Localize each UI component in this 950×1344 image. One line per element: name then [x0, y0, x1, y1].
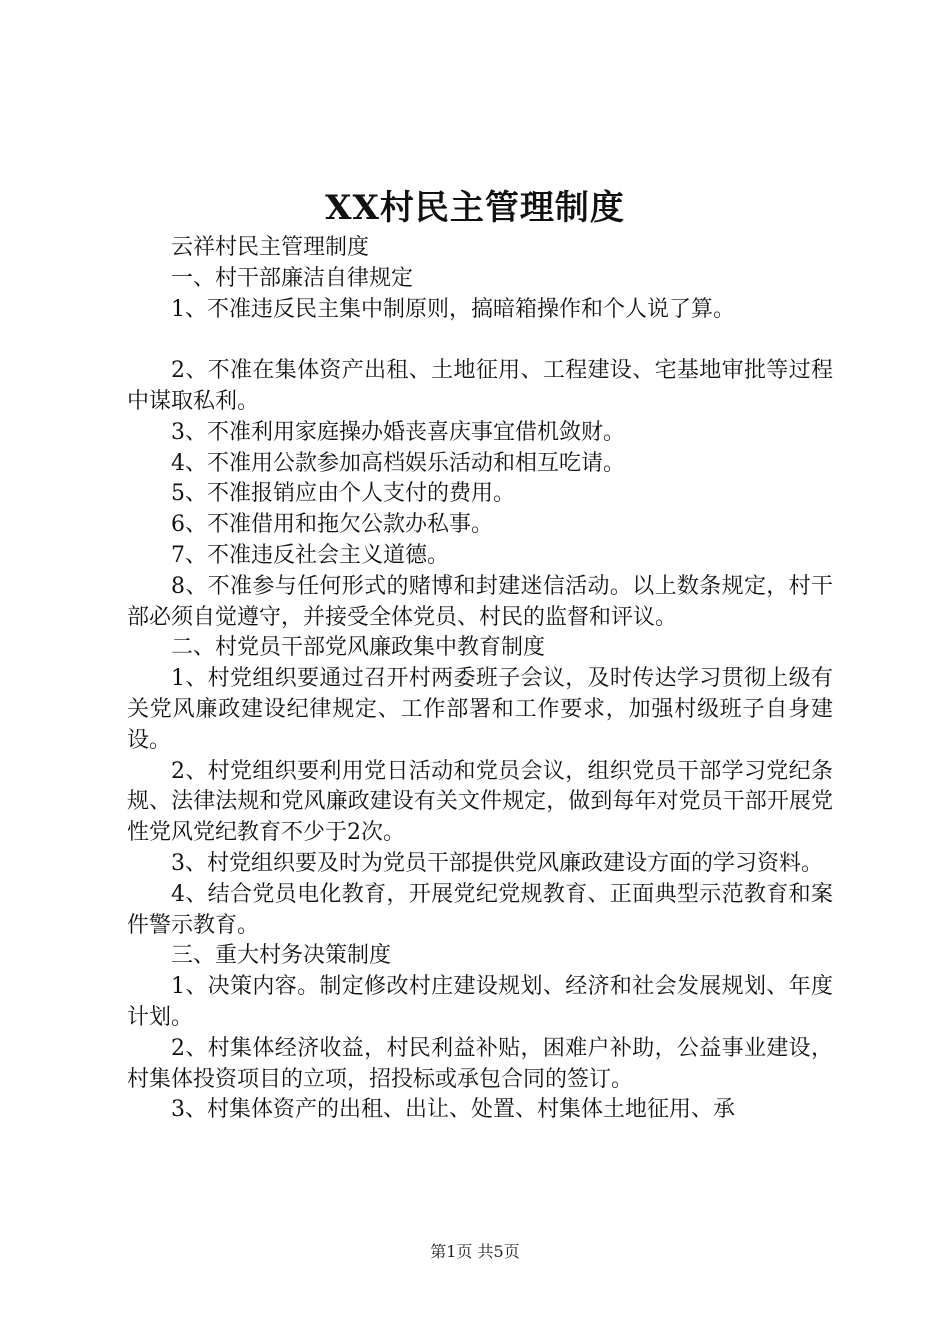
document-body: [127, 233, 833, 1126]
paragraph: 6、不准借用和拖欠公款办私事。: [171, 512, 493, 538]
paragraph: 8、不准参与任何形式的赌博和封建迷信活动。以上数条规定，村干部必须自觉遵守，并接受全体党员、村民的监督和评议。: [127, 573, 833, 630]
paragraph-subtitle: 云祥村民主管理制度: [171, 235, 370, 260]
section-heading-3: 三、重大村务决策制度: [171, 943, 392, 969]
paragraph: 3、村集体资产的出租、出让、处置、村集体土地征用、承: [171, 1097, 735, 1123]
paragraph: 2、村集体经济收益，村民利益补贴，困难户补助，公益事业建设，村集体投资项目的立项，招投标或承包合同的签订。: [127, 1035, 833, 1092]
paragraph: 1、不准违反民主集中制原则，搞暗箱操作和个人说了算。: [171, 296, 735, 322]
section-heading-1: 一、村干部廉洁自律规定: [171, 265, 414, 291]
paragraph: 3、村党组织要及时为党员干部提供党风廉政建设方面的学习资料。: [171, 850, 823, 876]
paragraph: 4、结合党员电化教育，开展党纪党规教育、正面典型示范教育和案件警示教育。: [127, 881, 833, 938]
paragraph: 4、不准用公款参加高档娱乐活动和相互吃请。: [171, 450, 625, 476]
paragraph: 3、不准利用家庭操办婚丧喜庆事宜借机敛财。: [171, 419, 625, 445]
paragraph: 7、不准违反社会主义道德。: [171, 542, 449, 568]
paragraph: 1、村党组织要通过召开村两委班子会议，及时传达学习贯彻上级有关党风廉政建设纪律规定、工作部署和工作要求，加强村级班子自身建设。: [127, 666, 833, 753]
blank-line: [127, 325, 833, 356]
page-title: XX村民主管理制度: [325, 188, 625, 228]
paragraph: 1、决策内容。制定修改村庄建设规划、经济和社会发展规划、年度计划。: [127, 974, 833, 1030]
paragraph: 5、不准报销应由个人支付的费用。: [171, 481, 515, 507]
paragraph: 2、村党组织要利用党日活动和党员会议，组织党员干部学习党纪条规、法律法规和党风廉政建设有关文件规定，做到每年对党员干部开展党性党风党纪教育不少于2次。: [127, 758, 833, 846]
paragraph: 2、不准在集体资产出租、土地征用、工程建设、宅基地审批等过程中谋取私利。: [127, 358, 833, 414]
page-footer: 第1页 共5页: [430, 1242, 520, 1261]
section-heading-2: 二、村党员干部党风廉政集中教育制度: [171, 635, 546, 661]
